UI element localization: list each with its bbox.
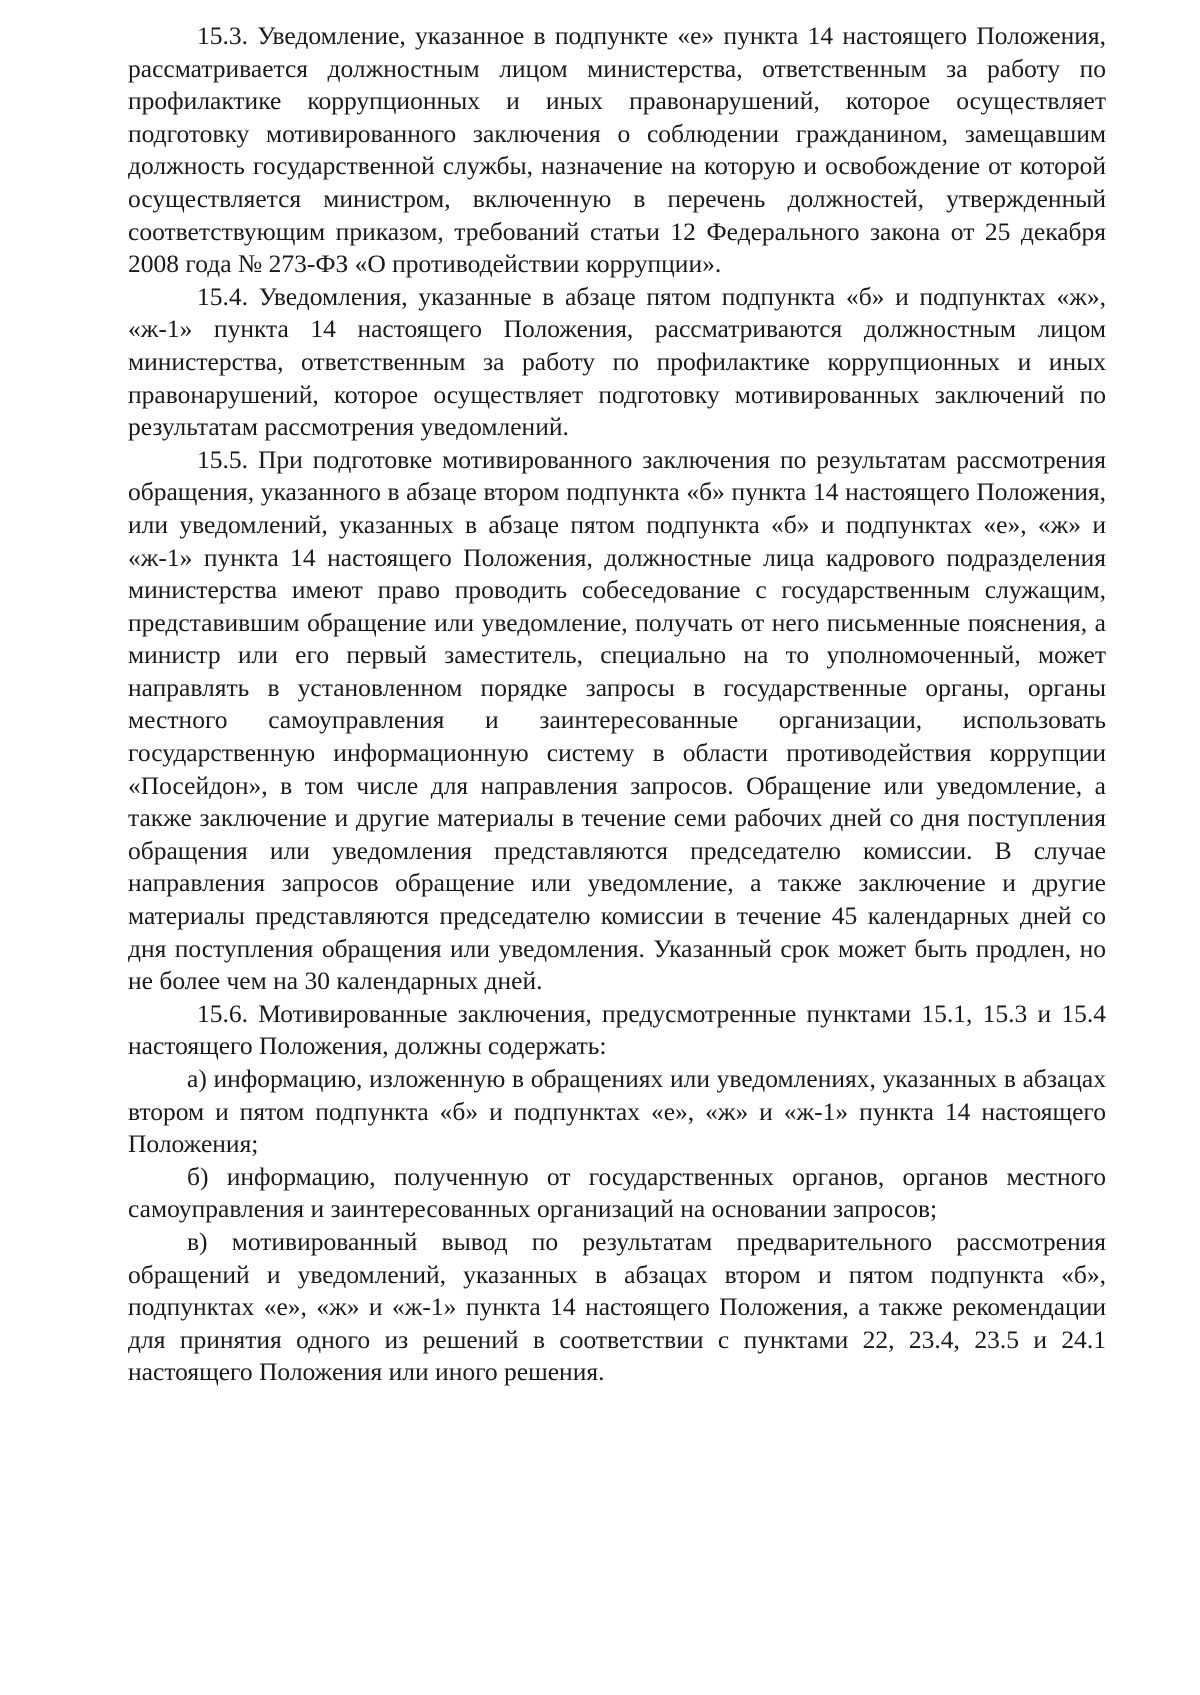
paragraph-15-5: 15.5. При подготовке мотивированного заключения по результатам рассмотрения обращения, указанного в абзаце втором подпункта «б» пункта 14 настоящего Положения, или уведомлений, указанных в абзаце пятом подпункта «б» и подпунктах «е», «ж» и «ж-1» пункта 14 настоящего Положения, должностные лица кадрового подразделения министерства имеют право проводить собеседование с государственным служащим, представившим обращение или уведомление, получать от него письменные пояснения, а министр или его первый заместитель, специально на то уполномоченный, может направлять в установленном порядке запросы в государственные органы, органы местного самоуправления и заинтересованные организации, использовать государственную информационную систему в области противодействия коррупции «Посейдон», в том числе для направления запросов. Обращение или уведомление, а также заключение и другие материалы в течение семи рабочих дней со дня поступления обращения или уведомления представляются председателю комиссии. В случае направления запросов обращение или уведомление, а также заключение и другие материалы представляются председателю комиссии в течение 45 календарных дней со дня поступления обращения или уведомления. Указанный срок может быть продлен, но не более чем на 30 календарных дней. xyxy=(128,444,1106,996)
paragraph-15-6: 15.6. Мотивированные заключения, предусмотренные пунктами 15.1, 15.3 и 15.4 настоящего Положения, должны содержать: xyxy=(128,998,1106,1061)
paragraph-15-6-item-v: в) мотивированный вывод по результатам предварительного рассмотрения обращений и уведомлений, указанных в абзацах втором и пятом подпункта «б», подпунктах «е», «ж» и «ж-1» пункта 14 настоящего Положения, а также рекомендации для принятия одного из решений в соответствии с пунктами 22, 23.4, 23.5 и 24.1 настоящего Положения или иного решения. xyxy=(128,1226,1106,1387)
paragraph-15-6-item-a: а) информацию, изложенную в обращениях или уведомлениях, указанных в абзацах втором и пятом подпункта «б» и подпунктах «е», «ж» и «ж-1» пункта 14 настоящего Положения; xyxy=(128,1064,1106,1159)
paragraph-15-3: 15.3. Уведомление, указанное в подпункте «е» пункта 14 настоящего Положения, рассматривается должностным лицом министерства, ответственным за работу по профилактике коррупционных и иных правонарушений, которое осуществляет подготовку мотивированного заключения о соблюдении гражданином, замещавшим должность государственной службы, назначение на которую и освобождение от которой осуществляется министром, включенную в перечень должностей, утвержденный соответствующим приказом, требований статьи 12 Федерального закона от 25 декабря 2008 года № 273-ФЗ «О противодействии коррупции». xyxy=(128,21,1106,279)
document-page xyxy=(128,20,1106,1389)
paragraph-15-4: 15.4. Уведомления, указанные в абзаце пятом подпункта «б» и подпунктах «ж», «ж-1» пункта 14 настоящего Положения, рассматриваются должностным лицом министерства, ответственным за работу по профилактике коррупционных и иных правонарушений, которое осуществляет подготовку мотивированных заключений по результатам рассмотрения уведомлений. xyxy=(128,281,1106,442)
paragraph-15-6-item-b: б) информацию, полученную от государственных органов, органов местного самоуправления и заинтересованных организаций на основании запросов; xyxy=(128,1161,1106,1224)
